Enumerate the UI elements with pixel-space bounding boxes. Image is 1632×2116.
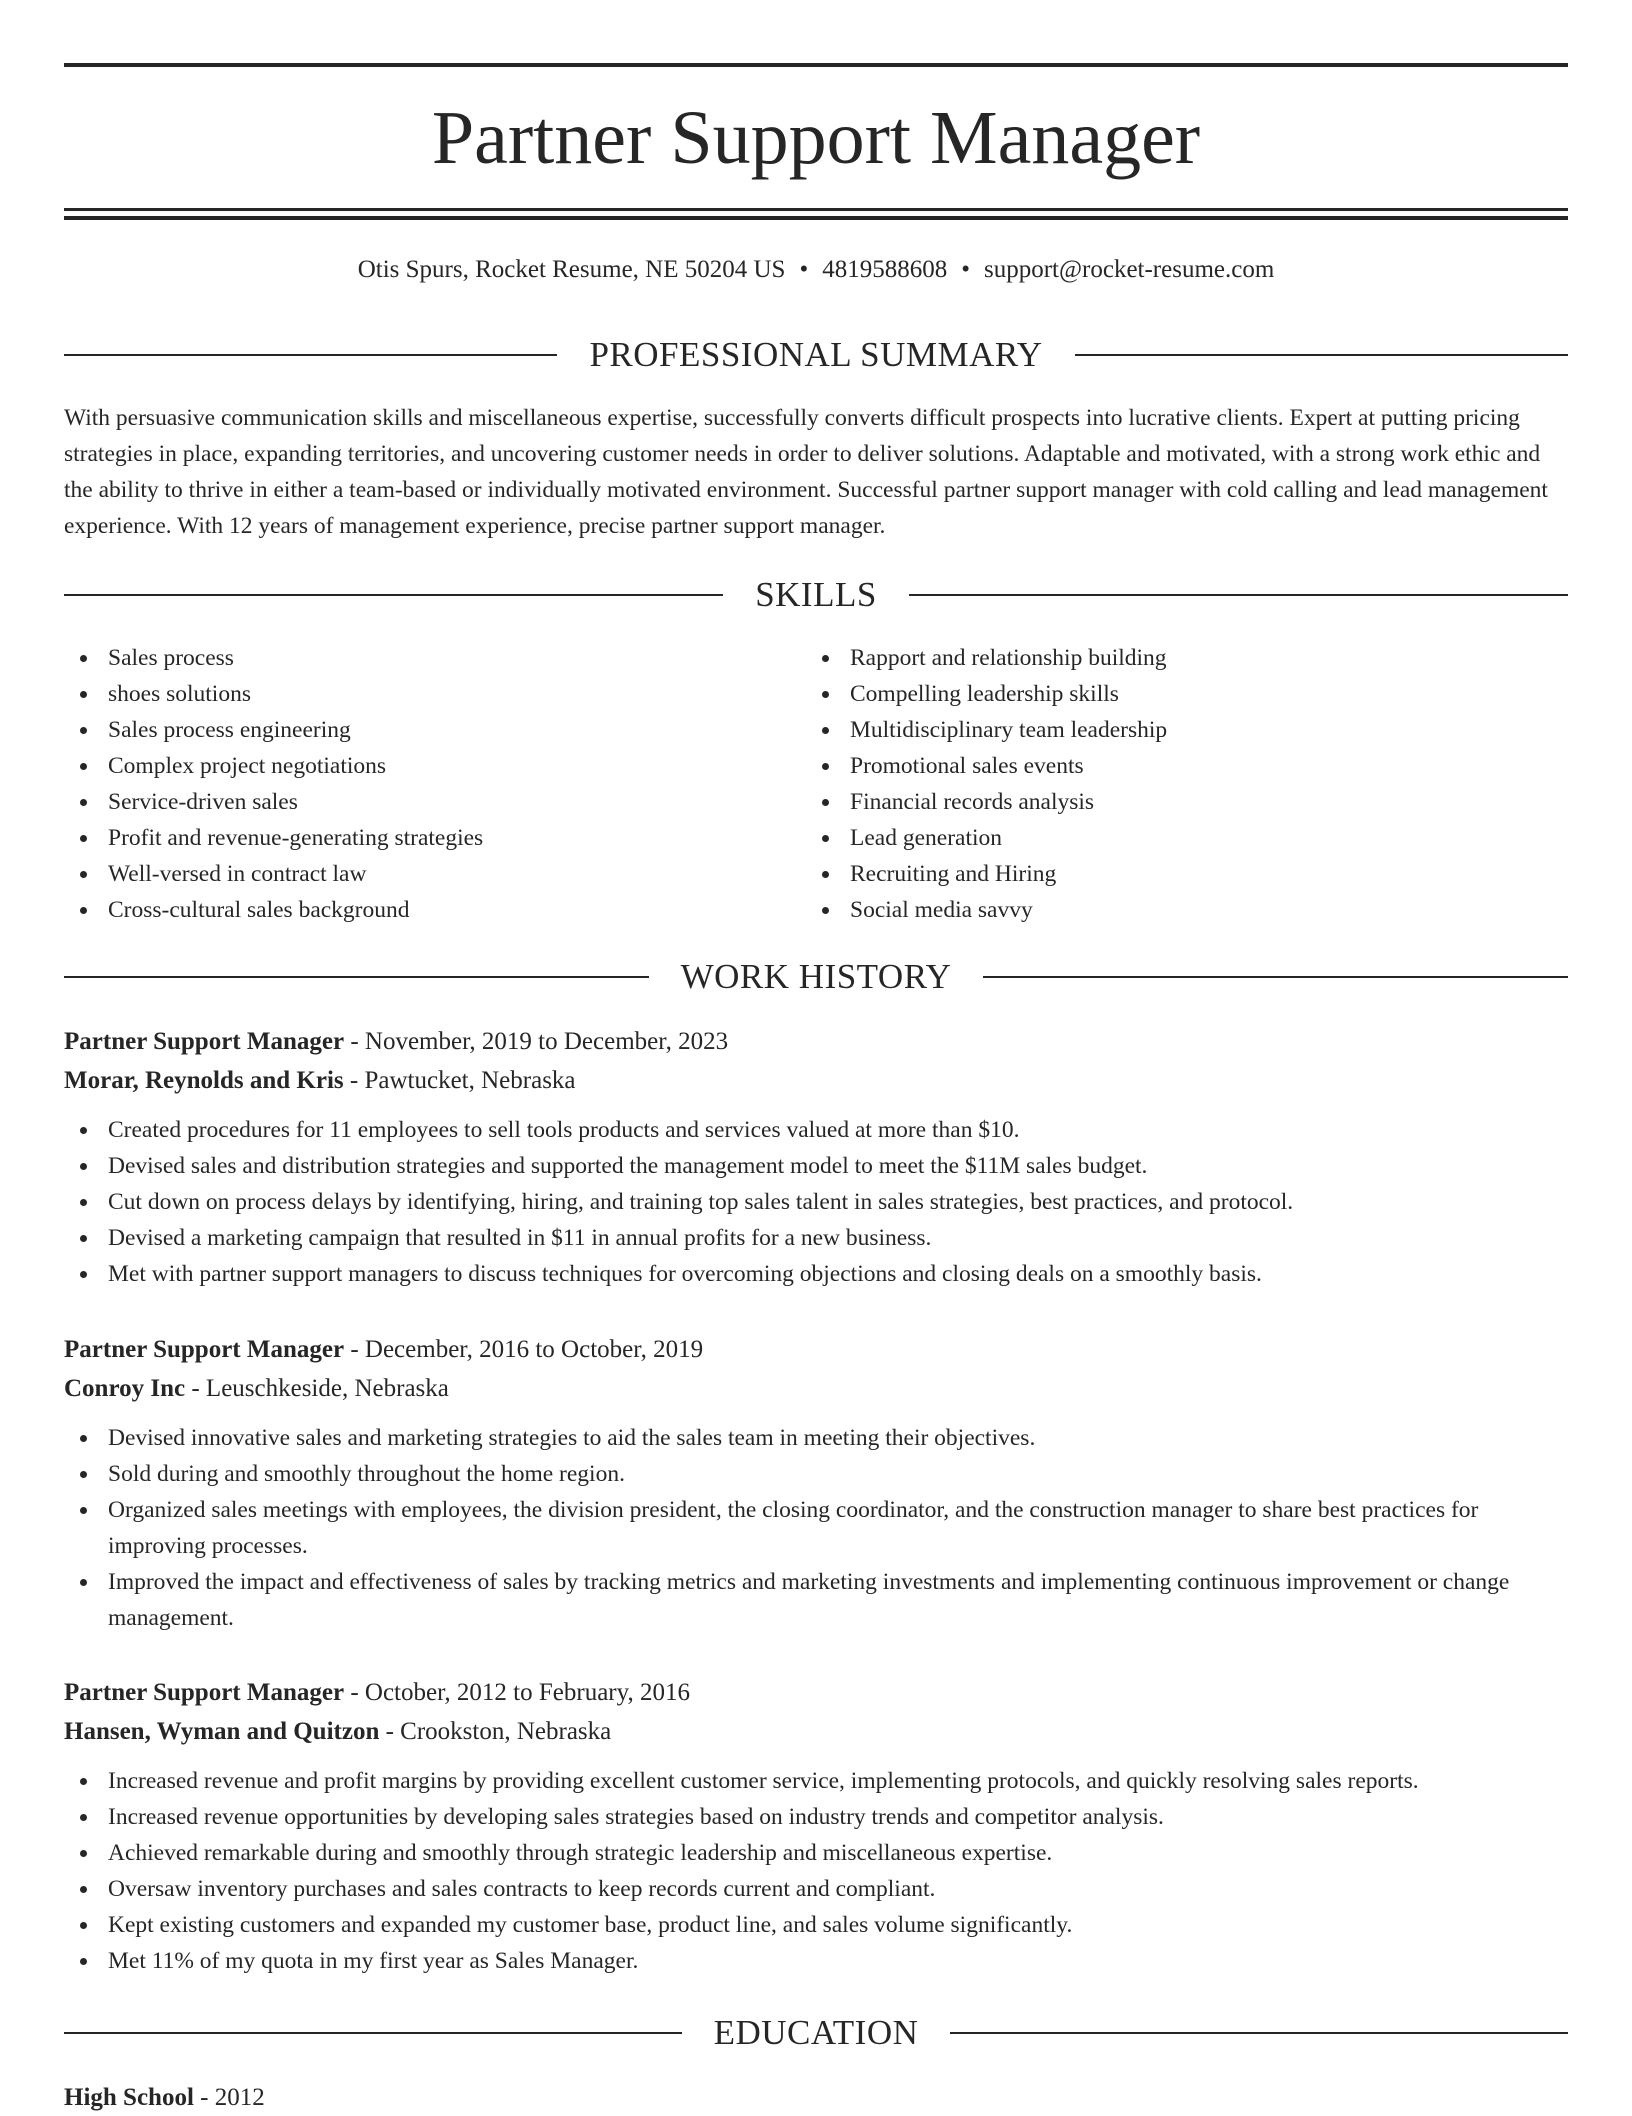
job-bullet: Oversaw inventory purchases and sales contracts to keep records current and compliant.	[64, 1871, 1568, 1907]
title-double-rule	[64, 208, 1568, 220]
job-bullets	[64, 1420, 1568, 1636]
job-company-line	[64, 1369, 1568, 1408]
job-bullet: Sold during and smoothly throughout the home region.	[64, 1456, 1568, 1492]
contact-email: support@rocket-resume.com	[984, 256, 1275, 283]
job-bullet: Met with partner support managers to discuss techniques for overcoming objections and closing deals on a smoothly basis.	[64, 1256, 1568, 1292]
heading-rule-left	[64, 2032, 682, 2034]
skill-item: Lead generation	[806, 820, 1548, 856]
heading-rule-right	[1075, 354, 1568, 356]
education-heading-label: EDUCATION	[713, 2013, 919, 2052]
skill-item: Multidisciplinary team leadership	[806, 712, 1548, 748]
contact-phone: 4819588608	[822, 256, 948, 283]
top-rule	[64, 63, 1568, 67]
skill-item: Financial records analysis	[806, 784, 1548, 820]
job-company: Hansen, Wyman and Quitzon	[64, 1718, 380, 1745]
job-bullet: Devised sales and distribution strategies and supported the management model to meet the $11M sales budget.	[64, 1148, 1568, 1184]
contact-separator: •	[799, 256, 809, 283]
job-bullet: Cut down on process delays by identifying, hiring, and training top sales talent in sales strategies, best practices, and protocol.	[64, 1184, 1568, 1220]
skill-item: Profit and revenue-generating strategies	[64, 820, 806, 856]
skill-item: Recruiting and Hiring	[806, 856, 1548, 892]
job-bullet: Met 11% of my quota in my first year as Sales Manager.	[64, 1943, 1568, 1979]
summary-section-heading	[64, 335, 1568, 375]
education-entry	[64, 2080, 1568, 2116]
job-location: - Leuschkeside, Nebraska	[185, 1375, 449, 1402]
skills-columns	[64, 640, 1568, 928]
job-title-line	[64, 1673, 1568, 1712]
skill-item: Compelling leadership skills	[806, 676, 1548, 712]
skill-item: Rapport and relationship building	[806, 640, 1548, 676]
heading-rule-right	[950, 2032, 1568, 2034]
skill-item: Promotional sales events	[806, 748, 1548, 784]
job-title: Partner Support Manager	[64, 1028, 345, 1055]
job-location: - Crookston, Nebraska	[379, 1718, 612, 1745]
job-title: Partner Support Manager	[64, 1679, 345, 1706]
job-bullet: Increased revenue opportunities by developing sales strategies based on industry trends and competitor analysis.	[64, 1799, 1568, 1835]
skill-item: Sales process	[64, 640, 806, 676]
skill-item: Service-driven sales	[64, 784, 806, 820]
skill-item: shoes solutions	[64, 676, 806, 712]
work-section-heading	[64, 957, 1568, 997]
job-company: Conroy Inc	[64, 1375, 186, 1402]
job-bullet: Organized sales meetings with employees, the division president, the closing coordinator, and the construction manager to share best practices for improving processes.	[64, 1492, 1568, 1564]
job-dates: - November, 2019 to December, 2023	[344, 1028, 729, 1055]
skills-section-heading	[64, 575, 1568, 615]
job-company-line	[64, 1061, 1568, 1100]
contact-separator: •	[961, 256, 970, 283]
skill-item: Sales process engineering	[64, 712, 806, 748]
job-entry	[64, 1330, 1568, 1636]
skill-item: Social media savvy	[806, 892, 1548, 928]
job-dates: - December, 2016 to October, 2019	[344, 1336, 704, 1363]
contact-address: Otis Spurs, Rocket Resume, NE 50204 US	[357, 256, 786, 283]
job-company-line	[64, 1712, 1568, 1751]
job-entry	[64, 1673, 1568, 1979]
summary-heading-label: PROFESSIONAL SUMMARY	[589, 335, 1043, 374]
job-bullets	[64, 1112, 1568, 1292]
job-title-line	[64, 1330, 1568, 1369]
job-title-line	[64, 1022, 1568, 1061]
education-year: - 2012	[193, 2084, 265, 2111]
job-title: Partner Support Manager	[64, 1336, 345, 1363]
education-section-heading	[64, 2013, 1568, 2053]
skills-list-left	[64, 640, 806, 928]
resume-title: Partner Support Manager	[431, 96, 1201, 180]
job-entry	[64, 1022, 1568, 1292]
heading-rule-left	[64, 594, 723, 596]
job-bullet: Achieved remarkable during and smoothly through strategic leadership and miscellaneous expertise.	[64, 1835, 1568, 1871]
summary-text: With persuasive communication skills and miscellaneous expertise, successfully converts difficult prospects into lucrative clients. Expert at putting pricing strategies in place, expanding territories, and uncovering customer needs in order to deliver solutions. Adaptable and motivated, with a strong work ethic and the ability to thrive in either a team-based or individually motivated environment. Successful partner support manager with cold calling and lead management experience. With 12 years of management experience, precise partner support manager.	[64, 405, 1548, 539]
job-bullets	[64, 1763, 1568, 1979]
skill-item: Well-versed in contract law	[64, 856, 806, 892]
work-heading-label: WORK HISTORY	[680, 957, 952, 996]
job-bullet: Devised a marketing campaign that resulted in $11 in annual profits for a new business.	[64, 1220, 1568, 1256]
skill-item: Cross-cultural sales background	[64, 892, 806, 928]
skills-heading-label: SKILLS	[755, 575, 877, 614]
job-bullet: Increased revenue and profit margins by providing excellent customer service, implementing protocols, and quickly resolving sales reports.	[64, 1763, 1568, 1799]
job-location: - Pawtucket, Nebraska	[343, 1067, 576, 1094]
heading-rule-right	[909, 594, 1568, 596]
heading-rule-left	[64, 976, 649, 978]
job-company: Morar, Reynolds and Kris	[64, 1067, 344, 1094]
job-bullet: Improved the impact and effectiveness of sales by tracking metrics and marketing investments and implementing continuous improvement or change management.	[64, 1564, 1568, 1636]
education-degree: High School	[64, 2084, 194, 2111]
job-bullet: Created procedures for 11 employees to sell tools products and services valued at more than $10.	[64, 1112, 1568, 1148]
skill-item: Complex project negotiations	[64, 748, 806, 784]
job-bullet: Devised innovative sales and marketing strategies to aid the sales team in meeting their objectives.	[64, 1420, 1568, 1456]
heading-rule-left	[64, 354, 557, 356]
job-dates: - October, 2012 to February, 2016	[344, 1679, 690, 1706]
skills-list-right	[806, 640, 1548, 928]
job-bullet: Kept existing customers and expanded my customer base, product line, and sales volume significantly.	[64, 1907, 1568, 1943]
contact-line	[64, 254, 1568, 286]
heading-rule-right	[983, 976, 1568, 978]
